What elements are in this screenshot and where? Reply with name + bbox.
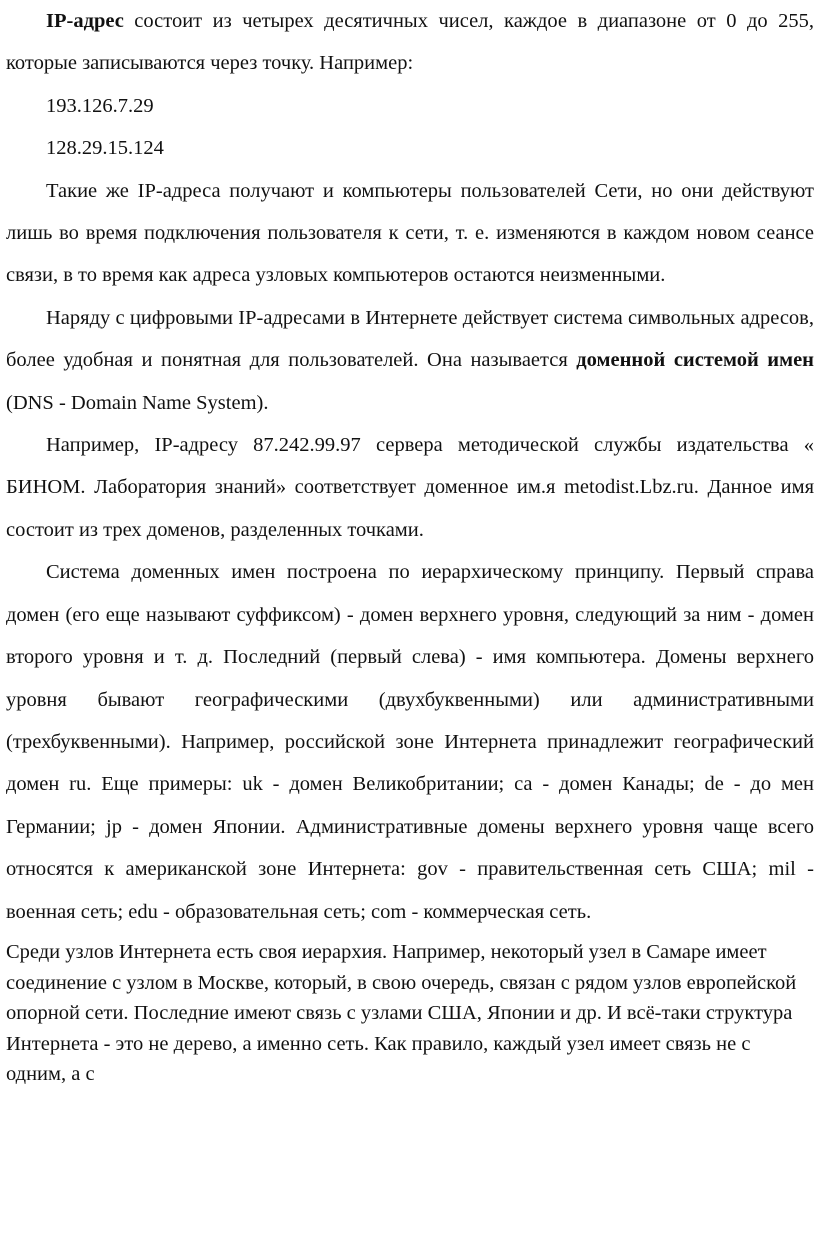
term-ip-address: IP-адрес: [46, 10, 124, 32]
paragraph-dynamic-ip: Такие же IP-адреса получают и компьютеры пользователей Сети, но они действуют лишь во время подключения пользователя к сети, т. е. изменяются в каждом новом сеансе связи, в то время как адреса узловых компьютеров остаются неизменными.: [6, 179, 814, 287]
ip-example-1: 193.126.7.29: [46, 94, 154, 117]
paragraph-dns-example: Например, IP-адресу 87.242.99.97 сервера методической службы издательства « БИНОМ. Лаборатория знаний» соответствует доменное им.я metodist.Lbz.ru. Данное имя состоит из трех доменов, разделенных точками.: [6, 434, 814, 541]
paragraph-node-hierarchy: Среди узлов Интернета есть своя иерархия. Например, некоторый узел в Самаре имеет соединение с узлом в Москве, который, в свою очередь, связан с рядом узлов европейской опорной сети. Последние имеют связь с узлами США, Японии и др. И всё-таки структура Интернета - это не дерево, а именно сеть. Как правило, каждый узел имеет связь не с одним, а с: [6, 940, 797, 1086]
term-domain-name-system: доменной системой имен: [576, 349, 814, 372]
paragraph-text: Наряду с цифровыми IP-адресами в Интернете действует система символьных адресов, более удобная и понятная для пользователей. Она называется: [6, 306, 814, 372]
ip-example-2: 128.29.15.124: [46, 137, 164, 160]
paragraph-dns-intro: [6, 297, 814, 424]
paragraph-text: (DNS - Domain Name System).: [6, 391, 269, 414]
paragraph-text: состоит из четырех десятичных чисел, каждое в диапазоне от 0 до 255, которые записываются через точку. Например:: [6, 10, 814, 75]
paragraph-ip-address-definition: [6, 0, 814, 85]
paragraph-domain-hierarchy: Система доменных имен построена по иерархическому принципу. Первый справа домен (его еще называют суффиксом) - домен верхнего уровня, следующий за ним - домен второго уровня и т. д. Последний (первый слева) - имя компьютера. Домены верхнего уровня бывают географическими (двухбуквенными) или административными (трехбуквенными). Например, российской зоне Интернета принадлежит географический домен ru. Еще примеры: uk - домен Великобритании; са - домен Канады; de - до мен Германии; jp - домен Японии. Административные домены верхнего уровня чаще всего относятся к американской зоне Интернета: gov - правительственная сеть США; mil - военная сеть; edu - образовательная сеть; com - коммерческая сеть.: [6, 561, 814, 923]
